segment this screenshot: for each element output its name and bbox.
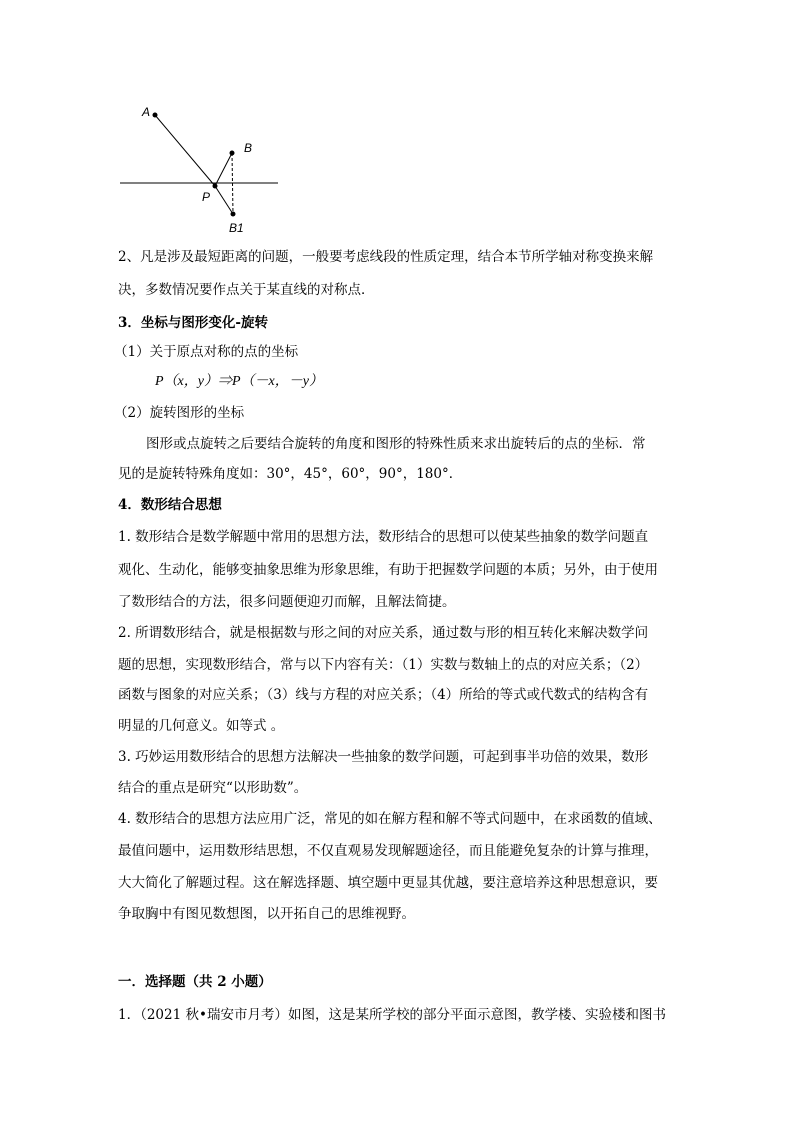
paragraph-line: 3. 巧妙运用数形结合的思想方法解决一些抽象的数学问题，可起到事半功倍的效果，数形 [118, 749, 649, 765]
text-line: 见的是旋转特殊角度如：30°，45°，60°，90°，180°． [118, 466, 463, 482]
segment-ap [155, 115, 215, 186]
point-p [213, 184, 218, 189]
label-b1: B1 [229, 221, 244, 235]
dashed-bb1 [232, 153, 233, 214]
paragraph-line: 争取胸中有图见数想图，以开拓自己的思维视野。 [118, 906, 415, 922]
text-line: 决，多数情况要作点关于某直线的对称点． [118, 282, 375, 298]
point-a [153, 113, 158, 118]
segment-pb1 [215, 186, 233, 214]
paragraph-line: 大大简化了解题过程。这在解选择题、填空题中更显其优越，要注意培养这种思想意识，要 [118, 875, 658, 891]
paragraph-line: 观化、生动化，能够变抽象思维为形象思维，有助于把握数学问题的本质；另外，由于使用 [118, 562, 658, 578]
label-b: B [244, 141, 253, 155]
text-line: （1）关于原点对称的点的坐标 [114, 344, 299, 360]
text-line: 2、凡是涉及最短距离的问题，一般要考虑线段的性质定理，结合本节所学轴对称变换来解 [118, 249, 654, 265]
section-heading: 4．数形结合思想 [118, 497, 222, 513]
formula: P（x，y）⇒P（－x，－y） [155, 374, 323, 389]
text-line: 图形或点旋转之后要结合旋转的角度和图形的特殊性质来求出旋转后的点的坐标．常 [146, 436, 646, 452]
point-b1 [231, 212, 236, 217]
section-heading: 3．坐标与图形变化-旋转 [118, 315, 268, 331]
segment-pb [215, 153, 232, 186]
text-line: （2）旋转图形的坐标 [114, 405, 245, 421]
paragraph-line: 结合的重点是研究“以形助数”。 [118, 780, 308, 796]
paragraph-line: 2. 所谓数形结合，就是根据数与形之间的对应关系，通过数与形的相互转化来解决数学问 [118, 625, 649, 641]
paragraph-line: 明显的几何意义。如等式 。 [118, 718, 285, 734]
reflection-diagram [118, 100, 288, 240]
label-a: A [142, 105, 151, 119]
paragraph-line: 函数与图象的对应关系；（3）线与方程的对应关系；（4）所给的等式或代数式的结构含有 [118, 687, 649, 703]
paragraph-line: 最值问题中，运用数形结思想，不仅直观易发现解题途径，而且能避免复杂的计算与推理， [118, 843, 658, 859]
paragraph-line: 了数形结合的方法，很多问题便迎刃而解，且解法简捷。 [118, 594, 456, 610]
section-heading: 一．选择题（共 2 小题） [118, 974, 272, 990]
question-line: 1．（2021 秋•瑞安市月考）如图，这是某所学校的部分平面示意图，教学楼、实验楼和图书 [118, 1007, 666, 1023]
paragraph-line: 4. 数形结合的思想方法应用广泛，常见的如在解方程和解不等式问题中，在求函数的值域、 [118, 811, 662, 827]
point-b [230, 151, 235, 156]
geometry-figure [118, 100, 288, 240]
paragraph-line: 题的思想，实现数形结合，常与以下内容有关：（1）实数与数轴上的点的对应关系；（2） [118, 657, 649, 673]
label-p: P [202, 190, 211, 204]
paragraph-line: 1. 数形结合是数学解题中常用的思想方法，数形结合的思想可以使某些抽象的数学问题直 [118, 529, 649, 545]
